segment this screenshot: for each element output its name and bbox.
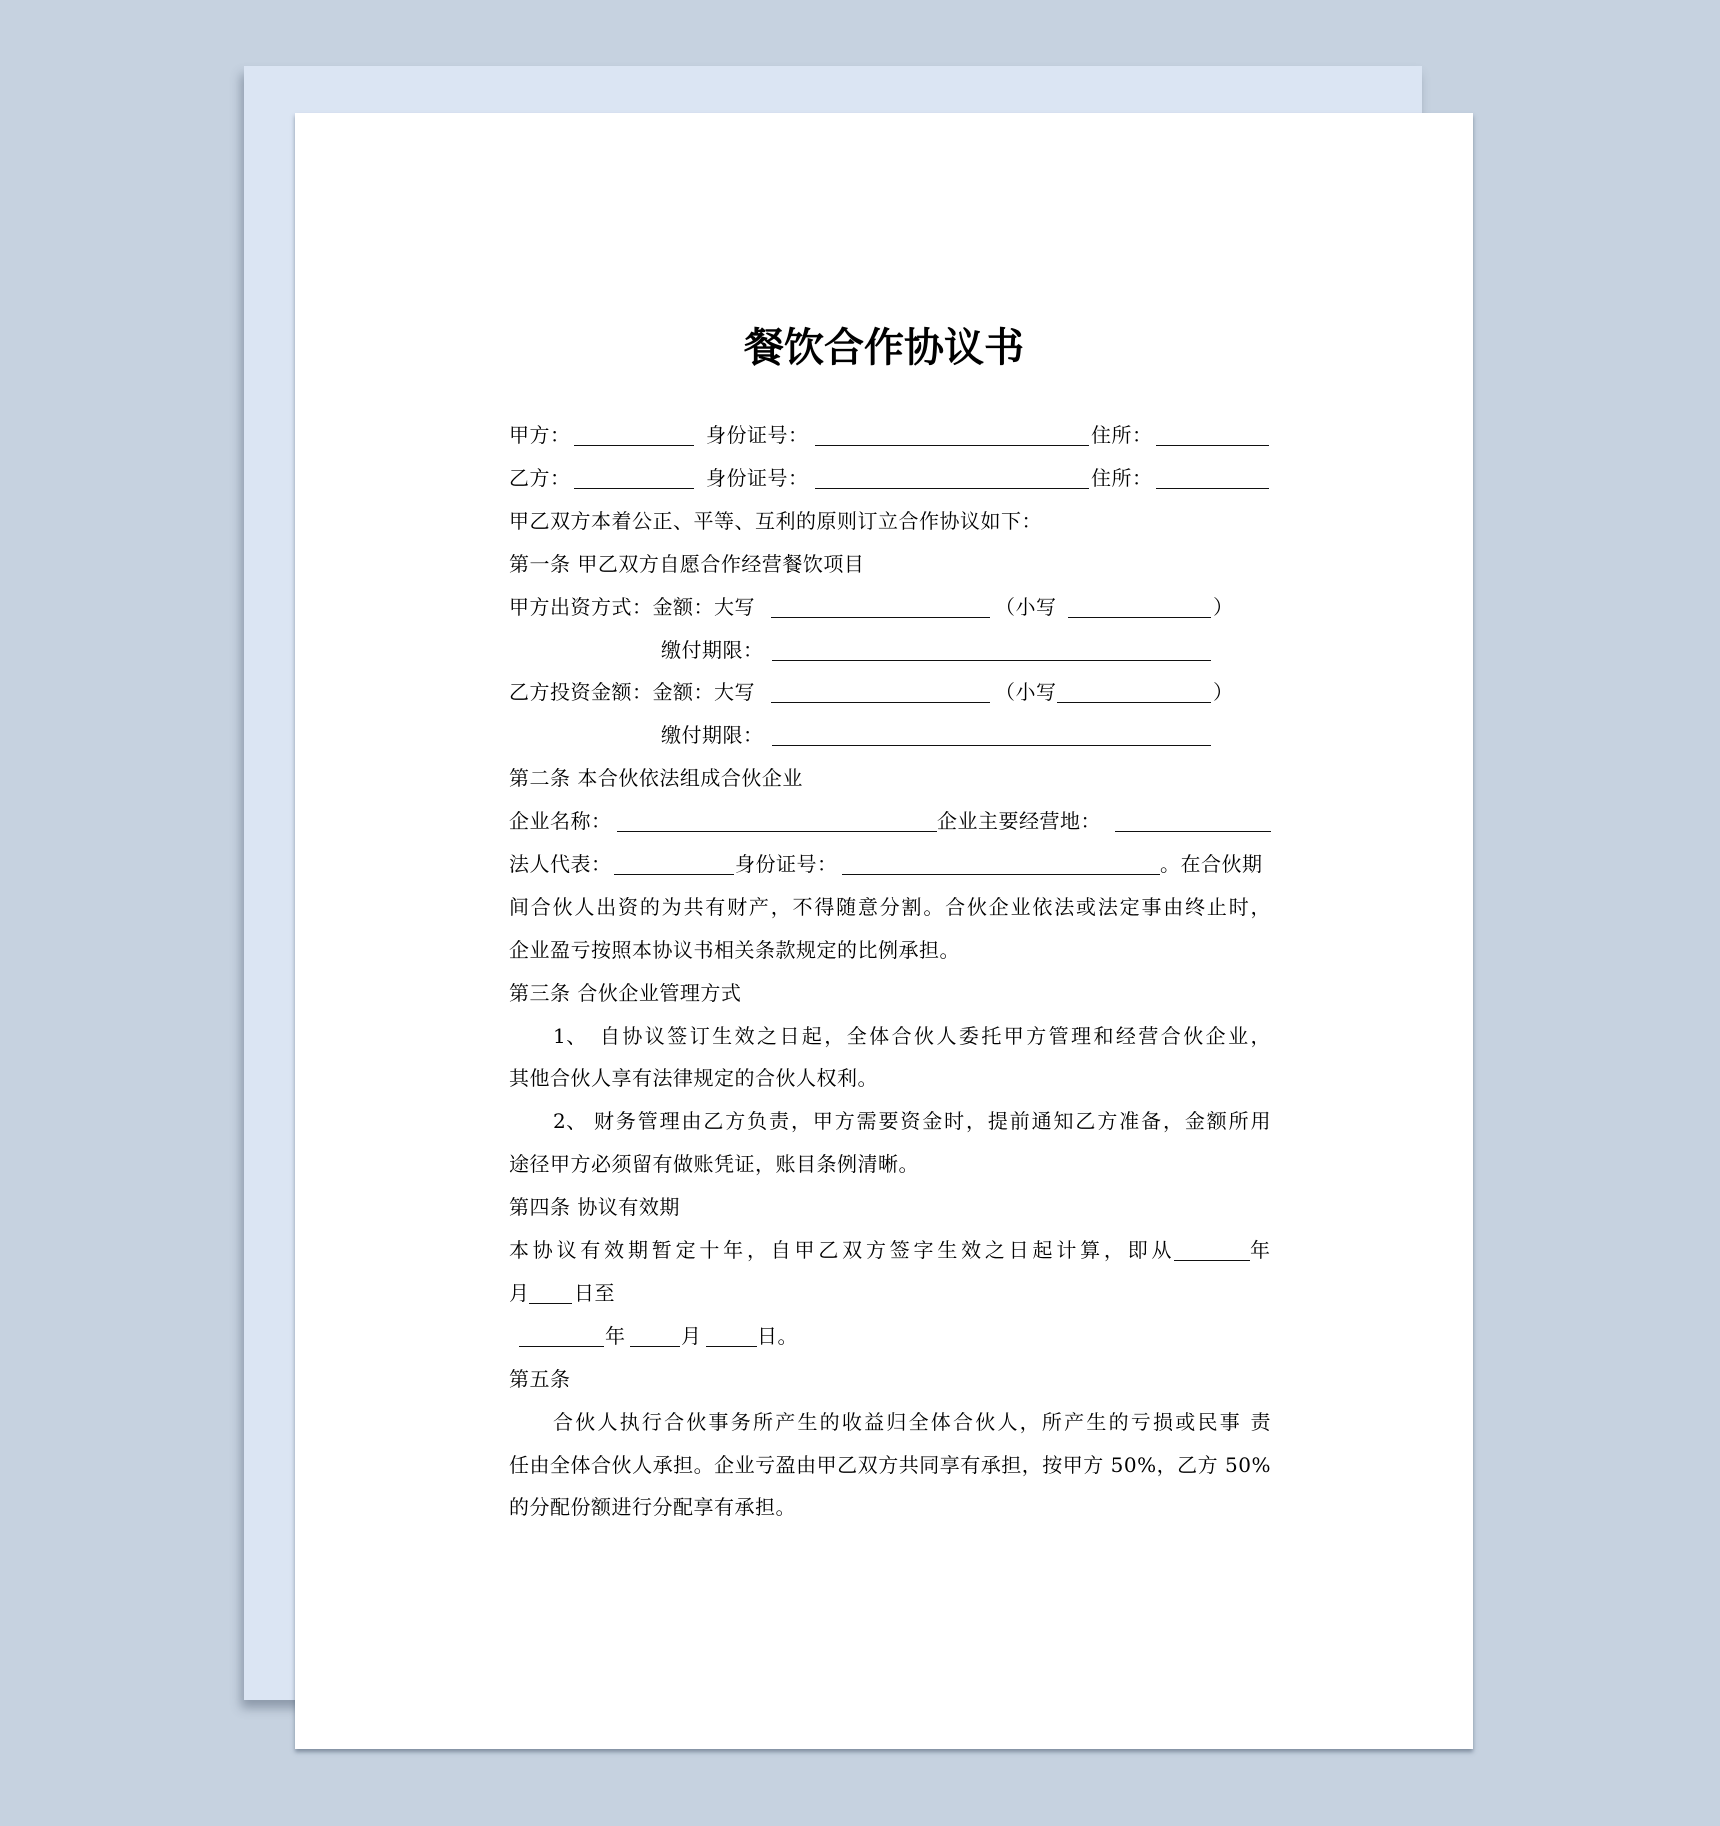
end-day-blank [706, 1346, 757, 1347]
legal-rep-row [509, 843, 1271, 886]
article-3-item-1-line-1 [509, 1015, 1271, 1058]
article-5-text-line-2: 任由全体合伙人承担。企业亏盈由甲乙双方共同享有承担，按甲方 50%，乙方 50% [509, 1453, 1271, 1477]
party-a-amount-uppercase-blank [771, 617, 990, 618]
legal-rep-text-tail: 。在合伙期 [1160, 852, 1263, 876]
party-a-close-paren: ） [1213, 595, 1234, 619]
company-name-blank [617, 831, 937, 832]
article-5-text-line-1: 合伙人执行合伙事务所产生的收益归全体合伙人，所产生的亏损或民事 责 [553, 1410, 1271, 1434]
article-4-heading: 第四条 协议有效期 [509, 1195, 680, 1219]
end-day-label: 日。 [757, 1324, 798, 1348]
article-1-heading: 第一条 甲乙双方自愿合作经营餐饮项目 [509, 552, 865, 576]
party-a-investment-row [509, 586, 1271, 629]
party-b-row [509, 457, 1271, 500]
article-5-heading: 第五条 [509, 1367, 571, 1391]
party-b-address-label: 住所： [1091, 466, 1153, 490]
legal-rep-id-blank [842, 874, 1160, 875]
company-name-label: 企业名称： [509, 809, 612, 833]
party-a-row [509, 414, 1271, 457]
start-year-label: 年 [1250, 1238, 1271, 1262]
party-b-deadline-row [509, 714, 1271, 757]
legal-rep-label: 法人代表： [509, 852, 612, 876]
party-b-close-paren: ） [1213, 680, 1234, 704]
party-a-amount-lowercase-blank [1068, 617, 1211, 618]
article-3-item-1-text-cont: 其他合伙人享有法律规定的合伙人权利。 [509, 1066, 878, 1090]
article-4-line-3 [509, 1315, 1271, 1358]
article-3-item-2-line-2 [509, 1143, 1271, 1186]
article-2-heading-row [509, 757, 1271, 800]
party-b-investment-label: 乙方投资金额：金额：大写 [509, 680, 755, 704]
legal-rep-blank [614, 874, 734, 875]
end-year-blank [519, 1346, 604, 1347]
party-b-investment-row [509, 671, 1271, 714]
article-4-heading-row [509, 1186, 1271, 1229]
article-2-text-line-2: 间合伙人出资的为共有财产，不得随意分割。合伙企业依法或法定事由终止时， [509, 895, 1271, 919]
party-b-deadline-label: 缴付期限： [661, 723, 764, 747]
start-day-label: 日至 [574, 1281, 615, 1305]
preamble-text: 甲乙双方本着公正、平等、互利的原则订立合作协议如下： [509, 509, 1042, 533]
party-a-deadline-row [509, 629, 1271, 672]
party-a-deadline-blank [772, 660, 1211, 661]
article-1-heading-row [509, 543, 1271, 586]
party-a-address-label: 住所： [1091, 423, 1153, 447]
end-month-blank [630, 1346, 680, 1347]
party-a-id-blank [815, 445, 1089, 446]
article-3-heading: 第三条 合伙企业管理方式 [509, 981, 742, 1005]
party-b-id-label: 身份证号： [706, 466, 809, 490]
article-2-text-line-3: 企业盈亏按照本协议书相关条款规定的比例承担。 [509, 938, 960, 962]
party-a-name-blank [574, 445, 694, 446]
party-a-address-blank [1156, 445, 1269, 446]
start-year-blank [1174, 1260, 1250, 1261]
article-2-heading: 第二条 本合伙依法组成合伙企业 [509, 766, 803, 790]
start-day-blank [529, 1303, 572, 1304]
article-3-item-2-number: 2、 [553, 1109, 587, 1133]
article-5-text-line-3: 的分配份额进行分配享有承担。 [509, 1495, 796, 1519]
start-month-label: 月 [509, 1281, 530, 1305]
article-3-item-2-text-cont: 途径甲方必须留有做账凭证，账目条例清晰。 [509, 1152, 919, 1176]
document-page [295, 113, 1473, 1749]
article-3-heading-row [509, 972, 1271, 1015]
party-b-name-blank [574, 488, 694, 489]
article-3-item-2-text: 财务管理由乙方负责，甲方需要资金时，提前通知乙方准备，金额所用 [594, 1109, 1271, 1133]
party-b-lowercase-label: （小写 [995, 680, 1057, 704]
party-a-lowercase-label: （小写 [995, 595, 1057, 619]
party-a-label: 甲方： [509, 423, 571, 447]
article-5-line-2 [509, 1444, 1271, 1487]
company-row [509, 800, 1271, 843]
party-b-address-blank [1156, 488, 1269, 489]
article-4-text: 本协议有效期暂定十年，自甲乙双方签字生效之日起计算，即从 [509, 1238, 1172, 1262]
legal-rep-id-label: 身份证号： [735, 852, 838, 876]
business-place-blank [1115, 831, 1271, 832]
party-b-amount-lowercase-blank [1057, 702, 1211, 703]
business-place-label: 企业主要经营地： [937, 809, 1101, 833]
end-year-label: 年 [605, 1324, 626, 1348]
document-title: 餐饮合作协议书 [744, 325, 1024, 371]
article-2-para-line-3 [509, 929, 1271, 972]
party-b-deadline-blank [772, 745, 1211, 746]
party-a-investment-label: 甲方出资方式：金额：大写 [509, 595, 755, 619]
party-b-label: 乙方： [509, 466, 571, 490]
party-b-id-blank [815, 488, 1089, 489]
end-month-label: 月 [681, 1324, 702, 1348]
article-4-line-1 [509, 1229, 1271, 1272]
article-5-line-1 [509, 1401, 1271, 1444]
party-b-amount-uppercase-blank [771, 702, 990, 703]
article-3-item-2-line-1 [509, 1100, 1271, 1143]
party-a-id-label: 身份证号： [706, 423, 809, 447]
article-3-item-1-line-2 [509, 1057, 1271, 1100]
article-5-line-3 [509, 1486, 1271, 1529]
article-5-heading-row [509, 1358, 1271, 1401]
article-3-item-1-text: 自协议签订生效之日起，全体合伙人委托甲方管理和经营合伙企业， [600, 1024, 1271, 1048]
article-3-item-1-number: 1、 [553, 1024, 587, 1048]
article-4-line-2 [509, 1272, 1271, 1315]
article-2-para-line-2 [509, 886, 1271, 929]
preamble-row [509, 500, 1271, 543]
party-a-deadline-label: 缴付期限： [661, 638, 764, 662]
